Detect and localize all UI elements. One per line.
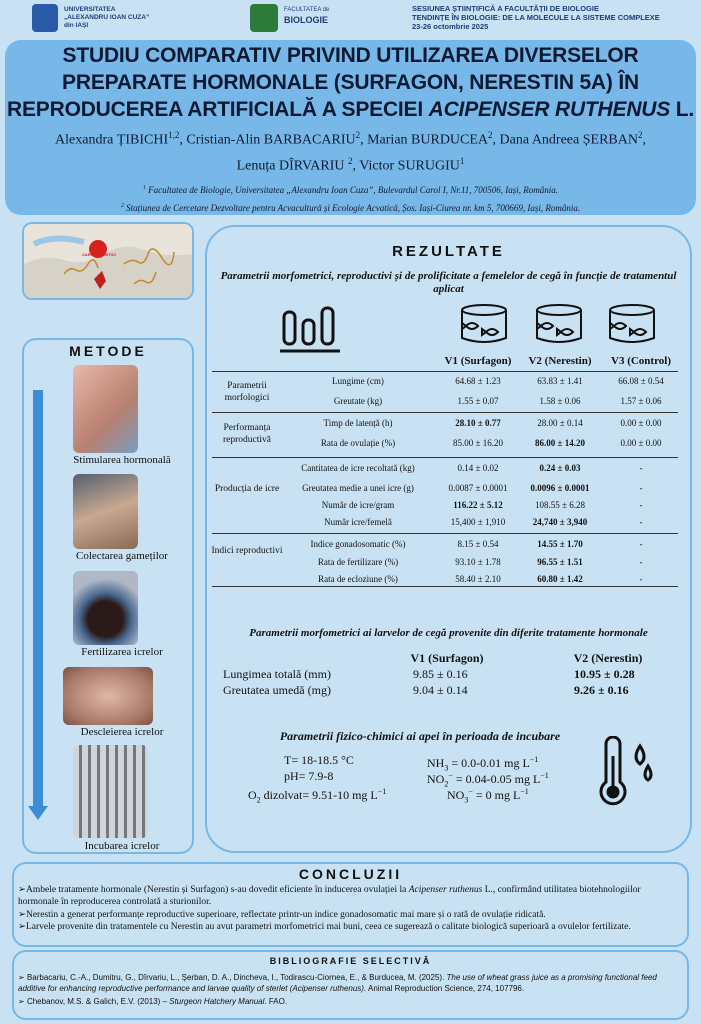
univ-line: „ALEXANDRU IOAN CUZA” — [64, 14, 150, 21]
w-txt: = 0 mg L — [472, 788, 521, 802]
conclusion-item: ➢Ambele tratamente hormonale (Nerestin și Surfagon) s-au dovedit eficiente în inducerea ovulației la Acipenser ruthenus L., confirmând utilitatea biotehnologiilor hormonale în reproducerea controlată a sturionilor. — [18, 885, 641, 907]
conf-line: TENDINȚE ÎN BIOLOGIE: DE LA MOLECULE LA SISTEME COMPLEXE — [412, 13, 660, 22]
w-sup: − — [448, 771, 453, 780]
method-step: Colectarea gameților — [76, 550, 168, 562]
b-italic: Sturgeon Hatchery Manual — [169, 997, 265, 1006]
t2-row-label: Lungimea totală (mm) — [223, 667, 331, 681]
thermometer-icon — [592, 736, 662, 808]
w-txt: NH — [427, 756, 445, 770]
table-rule — [212, 457, 678, 458]
table-cell: 28.00 ± 0.14 — [537, 418, 583, 428]
c-italic: Acipenser ruthenus — [408, 885, 483, 895]
b-italic: The use of wheat grass juice as a promising functional feed additive for enhancing reproductive performance and larvae quality of sterlet (Acipenser ruthenus). — [18, 973, 657, 993]
table-cell: 63.83 ± 1.41 — [537, 376, 583, 386]
title-line: STUDIU COMPARATIV PRIVIND UTILIZAREA DIVERSELOR — [62, 44, 639, 67]
method-step: Incubarea icrelor — [84, 840, 160, 852]
water-title: Parametrii fizico-chimici ai apei în perioada de incubare — [279, 729, 561, 743]
water-temp: T= 18-18.5 °C — [284, 753, 354, 767]
w-sup: − — [468, 787, 473, 796]
author: Lenuța DÎRVARIU — [236, 158, 348, 174]
methods-title: METODE — [69, 343, 147, 359]
table-row-label: Cantitatea de icre recoltată (kg) — [301, 463, 415, 473]
table-cell: - — [639, 517, 643, 527]
t2-cell: 9.26 ± 0.16 — [574, 683, 629, 697]
table-cell: 0.24 ± 0.03 — [539, 463, 581, 473]
university-logo — [32, 4, 58, 32]
t2-col-v1: V1 (Surfagon) — [410, 651, 484, 665]
table-row-label: Număr icre/femelă — [324, 517, 392, 527]
photo-gamete-collection — [73, 474, 138, 549]
table-row-label: Timp de latență (h) — [323, 418, 393, 428]
table-cell: - — [639, 500, 643, 510]
c-txt: Ambele tratamente hormonale (Nerestin și Surfagon) s-au dovedit eficiente în inducerea ovulației la — [25, 885, 409, 895]
group-label: Indici reproductivi — [211, 546, 283, 556]
faculty-logo — [250, 4, 278, 32]
table2-title: Parametrii morfometrici ai larvelor de cegă provenite din diferite tratamente hormonale — [249, 627, 648, 639]
table-cell: 60.80 ± 1.42 — [537, 574, 583, 584]
author-aff: 2 — [355, 130, 361, 140]
table-rule — [212, 586, 678, 587]
faculty-name — [284, 5, 329, 25]
w-sub: 2 — [444, 779, 449, 789]
table-cell: 108.55 ± 6.28 — [535, 500, 585, 510]
table-cell: 93.10 ± 1.78 — [455, 557, 501, 567]
bib-item: ➢ Chebanov, M.S. & Galich, E.V. (2013) – Sturgeon Hatchery Manual. FAO. — [18, 997, 288, 1006]
author: Alexandra ȚIBICHI — [55, 132, 169, 148]
author-aff: 1,2 — [168, 130, 180, 140]
title-text: REPRODUCEREA ARTIFICIALĂ A SPECIEI — [7, 98, 429, 121]
conclusions-title: CONCLUZII — [298, 866, 403, 882]
table-cell: - — [639, 483, 643, 493]
author-aff: 1 — [459, 155, 465, 166]
c-txt: Larvele provenite din tratamentele cu Nerestin au avut parametri morfometrici mai buni, ceea ce sugerează o calitate biologică superioară a ovulelor fertilizate. — [25, 922, 631, 932]
poster-title — [5, 42, 696, 123]
table-cell: 96.55 ± 1.51 — [537, 557, 583, 567]
table-cell: - — [639, 557, 643, 567]
table-cell: - — [639, 539, 643, 549]
bar-chart-icon — [278, 302, 352, 354]
arrow-head-icon — [28, 806, 48, 820]
author-aff: 2 — [637, 130, 643, 140]
table-cell: 0.14 ± 0.02 — [457, 463, 499, 473]
map-badge: CARACTERISTICI — [82, 252, 116, 257]
w-txt: NO — [427, 772, 445, 786]
table-rule — [212, 412, 678, 413]
map-image — [24, 224, 192, 298]
table-cell: 0.0087 ± 0.0001 — [448, 483, 508, 493]
method-step: Descleierea icrelor — [80, 726, 164, 738]
table-cell: 0.00 ± 0.00 — [620, 438, 662, 448]
conference-info — [412, 4, 660, 31]
col-header-v1: V1 (Surfagon) — [444, 355, 512, 367]
w-sub: 3 — [464, 795, 469, 805]
table-cell: 1.57 ± 0.06 — [620, 396, 662, 406]
b-txt: Animal Reproduction Science, 274, 107796. — [366, 984, 525, 993]
w-txt: dizolvat= 9.51-10 mg L — [260, 788, 378, 802]
title-line: PREPARATE HORMONALE (SURFAGON, NERESTIN 5A) ÎN — [62, 71, 639, 94]
t2-cell: 9.04 ± 0.14 — [413, 683, 468, 697]
table-row-label: Rata de fertilizare (%) — [317, 557, 399, 567]
faculty-big: BIOLOGIE — [284, 15, 329, 25]
table-cell: - — [639, 574, 643, 584]
water-ph: pH= 7.9-8 — [284, 769, 334, 783]
method-step: Stimularea hormonală — [73, 454, 171, 466]
results-title: REZULTATE — [392, 243, 505, 260]
fish-tank-icon — [533, 302, 585, 346]
t2-col-v2: V2 (Nerestin) — [573, 651, 643, 665]
title-text: L. — [670, 98, 694, 121]
author: , Marian BURDUCEA — [360, 132, 489, 148]
table-row-label: Lungime (cm) — [332, 376, 384, 386]
w-sup: −1 — [520, 787, 529, 796]
author: , Cristian-Alin BARBACARIU — [179, 132, 356, 148]
table-row-label: Indice gonadosomatic (%) — [310, 539, 406, 549]
univ-line: din IAȘI — [64, 22, 89, 29]
author-aff: 2 — [488, 130, 493, 140]
table-cell: 1.55 ± 0.07 — [457, 396, 499, 406]
univ-line: UNIVERSITATEA — [64, 6, 116, 13]
conf-line: SESIUNEA ȘTIINȚIFICĂ A FACULTĂȚII DE BIOLOGIE — [412, 4, 599, 13]
t2-cell: 9.85 ± 0.16 — [413, 667, 468, 681]
table-cell: 66.08 ± 0.54 — [618, 376, 664, 386]
author: , Dana Andreea ȘERBAN — [492, 132, 638, 148]
author-aff: 2 — [347, 155, 353, 166]
w-txt: NO — [447, 788, 465, 802]
university-name — [64, 6, 149, 30]
table-cell: 0.0096 ± 0.0001 — [530, 483, 590, 493]
author: , Victor SURUGIU — [352, 158, 460, 174]
species-name: ACIPENSER RUTHENUS — [428, 98, 671, 121]
table-cell: 64.68 ± 1.23 — [455, 376, 501, 386]
conclusion-item: ➢Nerestin a generat performanțe reproductive superioare, reflectate printr-un indice gonadosomatic mai mare și o rată de ovulație ridicată. — [18, 910, 546, 920]
photo-hormone-injection — [73, 365, 138, 453]
t2-cell: 10.95 ± 0.28 — [574, 667, 635, 681]
c-txt: Nerestin a generat performanțe reproductive superioare, reflectate printr-un indice gonadosomatic mai mare și o rată de ovulație ridicată. — [25, 910, 546, 920]
photo-egg-fertilization — [73, 571, 138, 645]
photo-egg-desliming — [63, 667, 153, 725]
conf-line: 23-26 octombrie 2025 — [412, 22, 489, 31]
w-txt: O — [248, 788, 257, 802]
fish-tank-icon — [458, 302, 510, 346]
table-cell: 86.00 ± 14.20 — [535, 438, 585, 448]
w-sup: −1 — [540, 771, 549, 780]
conclusion-item: ➢Larvele provenite din tratamentele cu Nerestin au avut parametri morfometrici mai buni, ceea ce sugerează o calitate biologică superioară a ovulelor fertilizate. — [18, 922, 631, 932]
table-cell: 85.00 ± 16.20 — [453, 438, 503, 448]
authors: Alexandra ȚIBICHI$^{1,2}$, Cristian-Alin BARBACARIU$^2$, Marian BURDUCEA$^2$, Dana Andreea ȘERBAN$^2$, Lenuța DÎRVARIU $^2$, Victor SURUGIU$^1$ — [55, 130, 646, 174]
aff-num: 1 — [142, 185, 146, 191]
table-cell: 58.40 ± 2.10 — [455, 574, 501, 584]
w-sub: 2 — [256, 795, 261, 805]
b-txt: . FAO. — [264, 997, 288, 1006]
table-row-label: Rata de ovulație (%) — [320, 438, 396, 448]
col-header-v2: V2 (Nerestin) — [528, 355, 592, 367]
group-label: Producția de icre — [214, 484, 280, 494]
table-cell: 1.58 ± 0.06 — [539, 396, 581, 406]
affiliations — [5, 180, 696, 216]
table-cell: 116.22 ± 5.12 — [453, 500, 503, 510]
table-cell: 24,740 ± 3,940 — [532, 517, 588, 527]
table-cell: 8.15 ± 0.54 — [457, 539, 499, 549]
group-label: Performanța reproductivă — [222, 423, 271, 445]
table-row-label: Rata de ecloziune (%) — [318, 574, 398, 584]
fish-tank-icon — [606, 302, 658, 346]
table-row-label: Greutatea medie a unei icre (g) — [302, 483, 414, 493]
process-arrow — [33, 390, 43, 810]
table-cell: 15,400 ± 1,910 — [450, 517, 506, 527]
water-o2 — [248, 784, 386, 808]
affiliation: Facultatea de Biologie, Universitatea „Alexandru Ioan Cuza”, Bulevardul Carol I, Nr.11, 700506, Iași, România. — [145, 185, 559, 195]
table-rule — [212, 533, 678, 534]
water-no3 — [447, 784, 529, 808]
t2-row-label: Greutatea umedă (mg) — [223, 683, 331, 697]
table-cell: 28.10 ± 0.77 — [455, 418, 501, 428]
w-sup: −1 — [529, 755, 539, 764]
table-row-label: Număr de icre/gram — [321, 500, 395, 510]
bibliography-title: BIBLIOGRAFIE SELECTIVĂ — [269, 956, 432, 966]
w-sup: −1 — [377, 787, 387, 796]
title-line — [5, 96, 696, 123]
aff-num: 2 — [120, 203, 124, 209]
col-header-v3: V3 (Control) — [611, 355, 671, 367]
table-cell: 14.55 ± 1.70 — [537, 539, 583, 549]
w-txt: = 0.0-0.01 mg L — [448, 756, 530, 770]
method-step: Fertilizarea icrelor — [81, 646, 163, 658]
bib-item: ➢ Barbacariu, C.-A., Dumitru, G., Dîrvariu, L., Șerban, D. A., Dincheva, I., Todirascu-Ciornea, E., & Burducea, M. (2025). The use of wheat grass juice as a promising functional feed additive for enhancing reproductive performance and larvae quality of sterlet (Acipenser ruthenus). Animal Reproduction Science, 274, 107796. — [18, 973, 657, 993]
affiliation: Stațiunea de Cercetare Dezvoltare pentru Acvacultură și Ecologie Acvatică, Șos. Iași-Ciurea nr. km 5, 700669, Iași, România. — [123, 203, 581, 213]
w-txt: = 0.04-0.05 mg L — [452, 772, 541, 786]
distribution-map — [22, 222, 194, 300]
c-txt: L., confirmând utilitatea biotehnologiilor hormonale în reproducerea controlată a sturionilor. — [18, 885, 641, 907]
table-row-label: Greutate (kg) — [333, 396, 383, 406]
group-label: Parametrii morfologici — [224, 381, 270, 403]
table-cell: - — [639, 463, 643, 473]
w-sub: 3 — [444, 763, 449, 773]
table-rule — [212, 371, 678, 372]
table1-title: Parametrii morfometrici, reproductivi și de prolificitate a femelelor de cegă în funcție de tratamentul aplicat — [220, 270, 677, 295]
table-cell: 0.00 ± 0.00 — [620, 418, 662, 428]
photo-egg-incubation — [73, 745, 148, 838]
faculty-small: FACULTATEA de — [284, 7, 330, 13]
b-txt: Chebanov, M.S. & Galich, E.V. (2013) – — [26, 997, 170, 1006]
b-txt: Barbacariu, C.-A., Dumitru, G., Dîrvariu, L., Șerban, D. A., Dincheva, I., Todirascu-Ciornea, E., & Burducea, M. (2025). — [26, 973, 447, 982]
